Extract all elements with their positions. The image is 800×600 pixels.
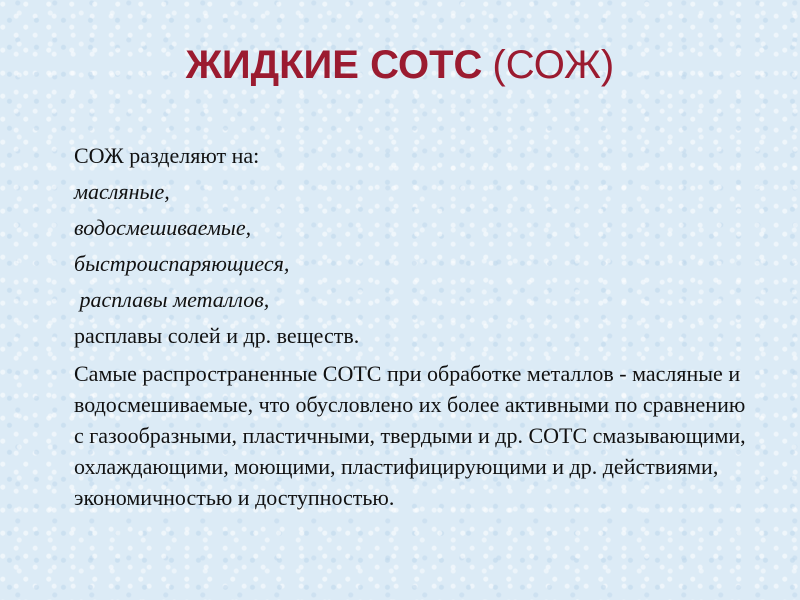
coolant-type-metal-melts: расплавы металлов,	[74, 287, 270, 312]
coolant-type-water-mixable: водосмешиваемые,	[74, 215, 252, 240]
coolant-type-fast-evaporating: быстроиспаряющиеся,	[74, 251, 290, 276]
description-paragraph: Самые распространенные СОТС при обработке металлов - масляные и водосмешиваемые, что обусловлено их более активными по сравнению с газообразными, пластичными, твердыми и др. СОТС смазывающими, охлаждающими, моющими, пластифицирующими и др. действиями, экономичностью и доступностью.	[74, 361, 746, 510]
slide-content	[74, 140, 754, 513]
intro-text: СОЖ разделяют на:	[74, 143, 260, 168]
slide-title-main: ЖИДКИЕ СОТС	[185, 43, 483, 87]
slide-title-abbreviation: (СОЖ)	[492, 43, 615, 87]
coolant-type-oil: масляные,	[74, 179, 170, 204]
coolant-type-salt-melts: расплавы солей и др. веществ.	[74, 323, 360, 348]
slide-title	[0, 39, 800, 91]
